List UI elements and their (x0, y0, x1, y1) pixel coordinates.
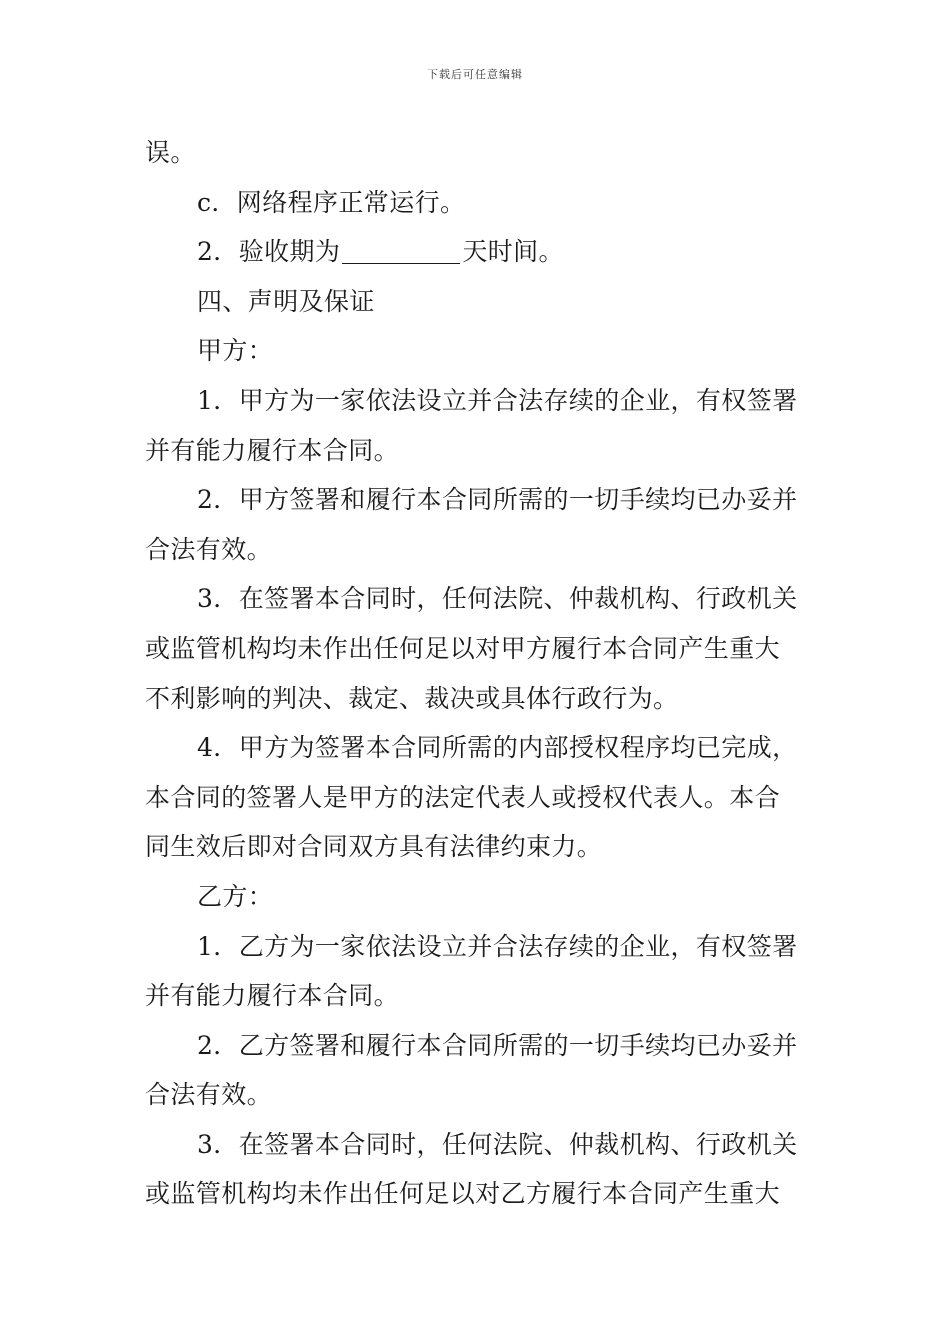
text-line: 并有能力履行本合同。 (145, 435, 400, 465)
text-line: 同生效后即对合同双方具有法律约束力。 (145, 832, 603, 862)
fill-in-blank (342, 233, 460, 264)
page-header: 下载后可任意编辑 (427, 68, 523, 81)
party-heading: 甲方： (197, 336, 274, 366)
text-line: c．网络程序正常运行。 (197, 187, 466, 217)
text-segment: 天时间。 (462, 237, 564, 267)
text-line: 合法有效。 (145, 534, 273, 564)
document-body (145, 128, 810, 1219)
text-line: 误。 (145, 138, 196, 167)
text-line: 不利影响的判决、裁定、裁决或具体行政行为。 (145, 683, 679, 713)
text-line: 或监管机构均未作出任何足以对乙方履行本合同产生重大 (145, 1179, 781, 1209)
text-line: 1．甲方为一家依法设立并合法存续的企业，有权签署 (197, 385, 798, 415)
text-line: 1．乙方为一家依法设立并合法存续的企业，有权签署 (197, 931, 798, 961)
section-heading: 四、声明及保证 (197, 286, 375, 316)
party-heading: 乙方： (197, 881, 274, 911)
text-line: 本合同的签署人是甲方的法定代表人或授权代表人。本合 (145, 782, 781, 812)
text-line: 3．在签署本合同时，任何法院、仲裁机构、行政机关 (197, 584, 798, 614)
text-line: 4．甲方为签署本合同所需的内部授权程序均已完成， (197, 733, 798, 763)
text-segment: 2．验收期为 (197, 237, 341, 267)
text-line: 3．在签署本合同时，任何法院、仲裁机构、行政机关 (197, 1129, 798, 1159)
text-line: 合法有效。 (145, 1080, 273, 1110)
text-line: 并有能力履行本合同。 (145, 981, 400, 1011)
text-line: 或监管机构均未作出任何足以对甲方履行本合同产生重大 (145, 633, 781, 663)
text-line: 2．乙方签署和履行本合同所需的一切手续均已办妥并 (197, 1030, 798, 1060)
text-line: 2．甲方签署和履行本合同所需的一切手续均已办妥并 (197, 485, 798, 515)
acceptance-period-line (145, 227, 810, 277)
